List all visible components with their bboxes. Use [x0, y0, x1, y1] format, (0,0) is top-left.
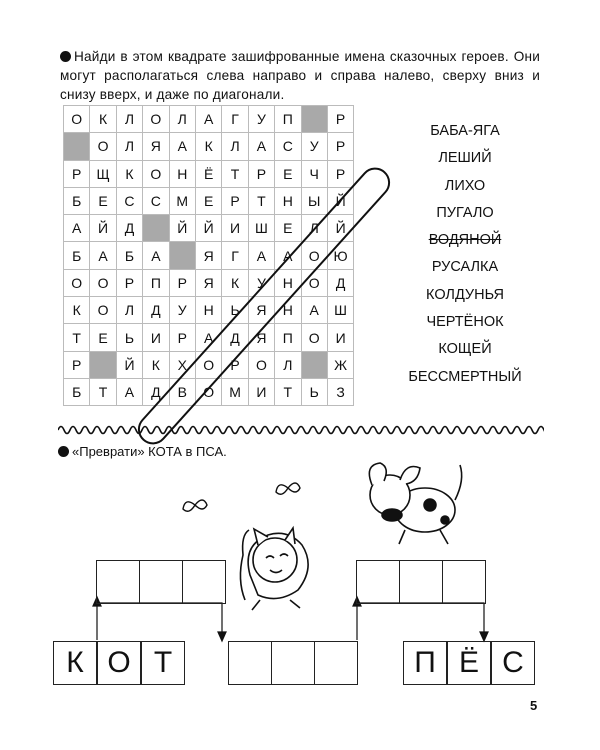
grid-cell[interactable]: Б	[64, 188, 90, 215]
grid-cell[interactable]: А	[302, 297, 328, 324]
grid-cell[interactable]: П	[275, 106, 301, 133]
grid-cell[interactable]: З	[328, 379, 354, 406]
grid-cell[interactable]: О	[143, 106, 169, 133]
grid-cell[interactable]: Й	[170, 215, 196, 242]
grid-cell[interactable]: Л	[275, 352, 301, 379]
grid-cell[interactable]: О	[302, 270, 328, 297]
grid-cell[interactable]: Р	[249, 161, 275, 188]
grid-cell[interactable]: Ь	[117, 324, 143, 351]
grid-cell[interactable]: Б	[64, 242, 90, 269]
grid-cell[interactable]: М	[222, 379, 248, 406]
grid-cell[interactable]: Щ	[90, 161, 116, 188]
grid-cell[interactable]: Р	[170, 324, 196, 351]
grid-cell[interactable]: Т	[249, 188, 275, 215]
grid-cell[interactable]: Ш	[328, 297, 354, 324]
grid-cell[interactable]: Я	[143, 133, 169, 160]
letter-box[interactable]	[399, 560, 443, 604]
grid-cell[interactable]: Р	[222, 188, 248, 215]
grid-cell[interactable]: Р	[64, 352, 90, 379]
grid-cell[interactable]: У	[249, 270, 275, 297]
grid-cell[interactable]: Д	[117, 215, 143, 242]
grid-cell[interactable]: О	[302, 324, 328, 351]
grid-cell[interactable]: А	[275, 242, 301, 269]
grid-cell[interactable]: Ь	[302, 379, 328, 406]
grid-cell[interactable]: Н	[275, 270, 301, 297]
grid-cell[interactable]: Н	[275, 188, 301, 215]
grid-cell[interactable]: Р	[328, 133, 354, 160]
grid-cell[interactable]: Ш	[249, 215, 275, 242]
grid-cell[interactable]: Б	[117, 242, 143, 269]
letter-box[interactable]	[442, 560, 486, 604]
grid-cell[interactable]: П	[143, 270, 169, 297]
grid-cell[interactable]: О	[64, 270, 90, 297]
grid-cell[interactable]: Г	[222, 242, 248, 269]
grid-cell[interactable]: К	[222, 270, 248, 297]
word-list-item: БЕССМЕРТНЫЙ	[408, 368, 522, 385]
grid-cell[interactable]: Н	[170, 161, 196, 188]
letter-box[interactable]	[182, 560, 226, 604]
grid-cell[interactable]: А	[117, 379, 143, 406]
grid-cell[interactable]: А	[170, 133, 196, 160]
grid-cell[interactable]: Й	[328, 188, 354, 215]
grid-cell[interactable]: И	[143, 324, 169, 351]
grid-cell[interactable]: В	[170, 379, 196, 406]
end-letter-box: Ё	[447, 641, 491, 685]
grid-cell[interactable]: Д	[222, 324, 248, 351]
cat-illustration-icon	[240, 528, 308, 610]
grid-cell[interactable]: К	[64, 297, 90, 324]
grid-cell[interactable]: Е	[275, 215, 301, 242]
grid-cell[interactable]: О	[249, 352, 275, 379]
grid-cell[interactable]: Р	[117, 270, 143, 297]
grid-cell[interactable]: У	[249, 106, 275, 133]
grid-cell[interactable]: Й	[117, 352, 143, 379]
grid-cell[interactable]: Ю	[328, 242, 354, 269]
word-list-item: ЛИХО	[444, 177, 486, 194]
dog-illustration-icon	[369, 463, 461, 544]
start-letter-box: К	[53, 641, 97, 685]
word-list-item: РУСАЛКА	[431, 259, 499, 276]
grid-cell[interactable]: О	[302, 242, 328, 269]
grid-cell[interactable]: Т	[90, 379, 116, 406]
grid-cell[interactable]: Г	[222, 106, 248, 133]
grid-cell[interactable]: Д	[143, 379, 169, 406]
grid-cell[interactable]: Р	[328, 106, 354, 133]
grid-cell[interactable]: Я	[196, 242, 222, 269]
grid-cell[interactable]: К	[143, 352, 169, 379]
start-letter-box: О	[97, 641, 141, 685]
word-list-item: ЛЕШИЙ	[438, 150, 492, 167]
grid-cell[interactable]: М	[170, 188, 196, 215]
grid-cell[interactable]: Я	[196, 270, 222, 297]
butterfly-icon	[183, 483, 300, 511]
grid-cell[interactable]: О	[196, 379, 222, 406]
letter-box[interactable]	[356, 560, 400, 604]
word-list-item: ПУГАЛО	[436, 204, 494, 221]
grid-cell[interactable]: Х	[170, 352, 196, 379]
grid-cell[interactable]: Т	[275, 379, 301, 406]
grid-cell[interactable]: У	[302, 133, 328, 160]
grid-cell[interactable]: Л	[302, 215, 328, 242]
grid-cell[interactable]: Т	[64, 324, 90, 351]
task2-text: «Преврати» КОТА в ПСА.	[72, 444, 227, 459]
grid-cell[interactable]: А	[249, 133, 275, 160]
grid-cell[interactable]: А	[249, 242, 275, 269]
word-list-item: ЧЕРТЁНОК	[426, 314, 504, 331]
grid-cell[interactable]: К	[117, 161, 143, 188]
grid-cell[interactable]: Н	[196, 297, 222, 324]
grid-cell[interactable]: Е	[275, 161, 301, 188]
grid-cell[interactable]: О	[90, 270, 116, 297]
letter-box[interactable]	[228, 641, 272, 685]
grid-cell[interactable]: Ё	[196, 161, 222, 188]
grid-cell[interactable]: У	[170, 297, 196, 324]
grid-cell[interactable]: О	[143, 161, 169, 188]
grid-cell[interactable]: А	[143, 242, 169, 269]
grid-cell[interactable]: Д	[143, 297, 169, 324]
page-number: 5	[530, 698, 538, 713]
grid-cell[interactable]: Л	[117, 297, 143, 324]
grid-cell[interactable]: И	[249, 379, 275, 406]
grid-cell[interactable]: Л	[117, 133, 143, 160]
end-letter-box: П	[403, 641, 447, 685]
grid-cell[interactable]: Ч	[302, 161, 328, 188]
grid-cell[interactable]: Ы	[302, 188, 328, 215]
grid-cell[interactable]: О	[64, 106, 90, 133]
word-list-item: КОЩЕЙ	[438, 341, 492, 358]
grid-cell[interactable]: Т	[222, 161, 248, 188]
grid-cell[interactable]: О	[90, 133, 116, 160]
grid-cell[interactable]: Й	[328, 215, 354, 242]
grid-cell[interactable]: А	[90, 242, 116, 269]
letter-box[interactable]	[96, 560, 140, 604]
word-list-item: ВОДЯНОЙ	[428, 232, 502, 249]
letter-box[interactable]	[139, 560, 183, 604]
grid-cell[interactable]: Й	[90, 215, 116, 242]
grid-cell[interactable]: Е	[90, 324, 116, 351]
grid-cell[interactable]: К	[90, 106, 116, 133]
grid-cell[interactable]: Я	[249, 297, 275, 324]
grid-cell[interactable]: А	[196, 324, 222, 351]
grid-cell[interactable]: Л	[222, 133, 248, 160]
grid-cell[interactable]: Б	[64, 379, 90, 406]
end-letter-box: С	[491, 641, 535, 685]
word-list-item: КОЛДУНЬЯ	[426, 286, 504, 303]
grid-cell[interactable]: К	[196, 133, 222, 160]
grid-cell[interactable]: А	[64, 215, 90, 242]
word-list-item: БАБА-ЯГА	[430, 123, 500, 139]
grid-cell[interactable]: Л	[170, 106, 196, 133]
grid-cell[interactable]: Р	[222, 352, 248, 379]
grid-cell[interactable]: Н	[275, 297, 301, 324]
grid-cell[interactable]: И	[328, 324, 354, 351]
grid-cell[interactable]: Ь	[222, 297, 248, 324]
grid-cell[interactable]: О	[90, 297, 116, 324]
grid-cell[interactable]: Д	[328, 270, 354, 297]
grid-cell[interactable]: С	[275, 133, 301, 160]
grid-cell[interactable]: Л	[117, 106, 143, 133]
grid-cell[interactable]: Ж	[328, 352, 354, 379]
grid-cell[interactable]: И	[222, 215, 248, 242]
grid-cell[interactable]: П	[275, 324, 301, 351]
letter-box[interactable]	[271, 641, 315, 685]
grid-cell[interactable]: С	[143, 188, 169, 215]
grid-cell[interactable]: Р	[328, 161, 354, 188]
grid-cell[interactable]: С	[117, 188, 143, 215]
grid-cell[interactable]: Р	[64, 161, 90, 188]
grid-cell[interactable]: Я	[249, 324, 275, 351]
grid-cell[interactable]: Й	[196, 215, 222, 242]
start-letter-box: Т	[141, 641, 185, 685]
grid-cell[interactable]: Е	[90, 188, 116, 215]
grid-cell[interactable]: О	[196, 352, 222, 379]
letter-box[interactable]	[314, 641, 358, 685]
grid-cell[interactable]: Е	[196, 188, 222, 215]
grid-cell[interactable]: Р	[170, 270, 196, 297]
task1-text: Найди в этом квадрате зашифрованные имена сказочных героев. Они могут располагаться слева направо и справа налево, сверху вниз и снизу вверх, и даже по диагонали.	[60, 49, 540, 102]
grid-cell[interactable]: А	[196, 106, 222, 133]
